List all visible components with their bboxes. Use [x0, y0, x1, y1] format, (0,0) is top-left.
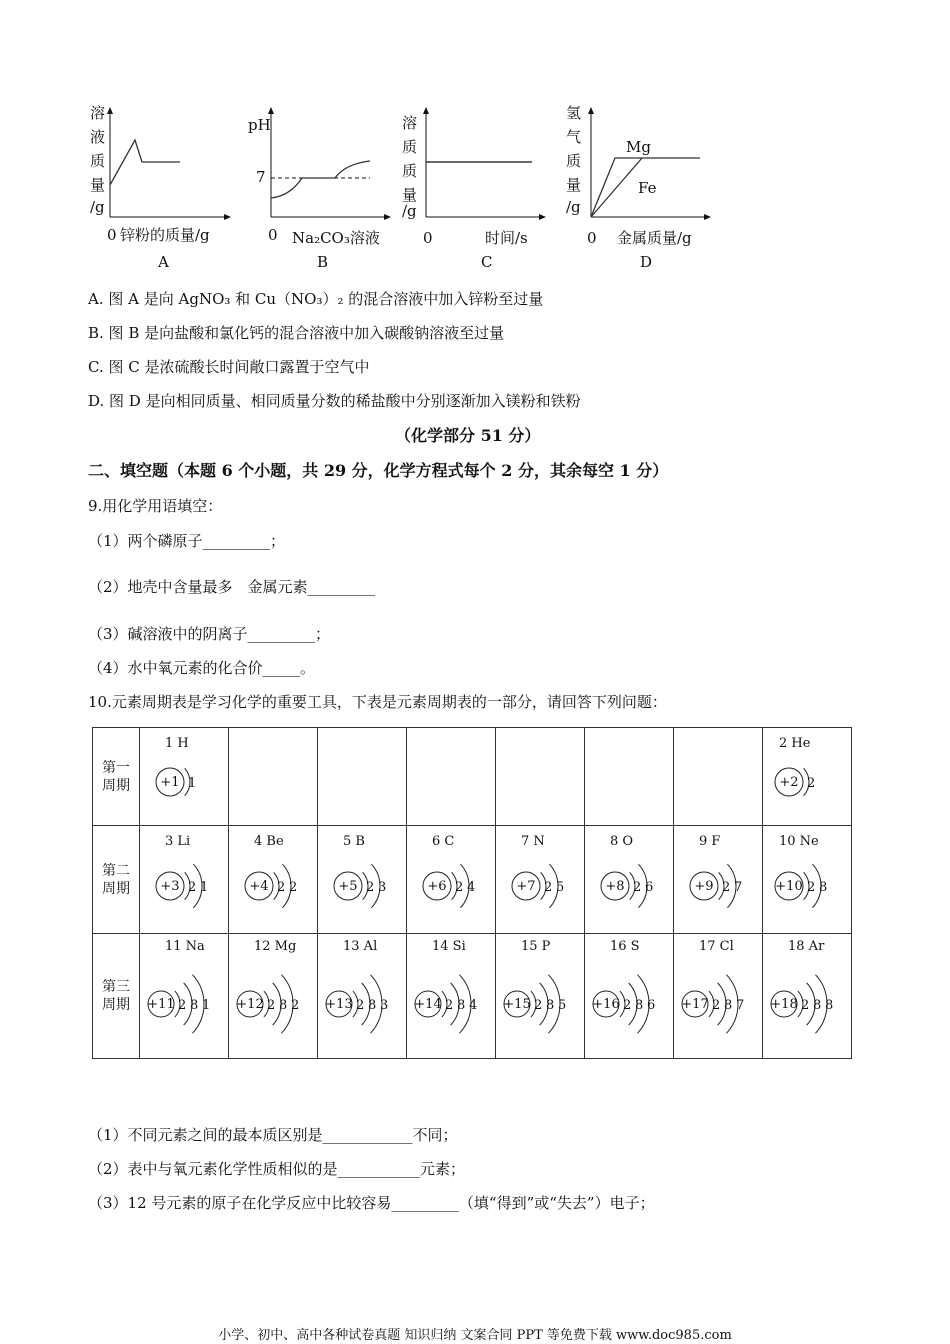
period-label [93, 728, 140, 826]
svg-text:量: 量 [402, 186, 418, 204]
svg-text:Fe: Fe [638, 179, 657, 197]
shell-electron-count: 4 [469, 998, 478, 1013]
shell-electron-count: 8 [368, 998, 377, 1013]
shell-electron-count: 2 [712, 998, 721, 1013]
caption-d: D [640, 253, 653, 271]
nuclear-charge: +17 [681, 997, 709, 1012]
element-cell [763, 826, 852, 934]
element-symbol: 14 Si [432, 939, 466, 954]
nuclear-charge: +11 [147, 997, 175, 1012]
svg-text:时间/s: 时间/s [485, 229, 528, 247]
empty-cell [585, 728, 674, 826]
empty-cell [496, 728, 585, 826]
shell-electron-count: 2 [807, 880, 816, 895]
svg-text:金属质量/g: 金属质量/g [617, 229, 692, 247]
shell-electron-count: 2 [366, 880, 375, 895]
option-b: B. 图 B 是向盐酸和氯化钙的混合溶液中加入碳酸钠溶液至过量 [88, 324, 505, 342]
element-cell [407, 826, 496, 934]
shell-electron-count: 2 [455, 880, 464, 895]
empty-cell [674, 728, 763, 826]
option-d: D. 图 D 是向相同质量、相同质量分数的稀盐酸中分别逐渐加入镁粉和铁粉 [88, 392, 581, 410]
shell-electron-count: 3 [380, 998, 389, 1013]
shell-electron-count: 2 [623, 998, 632, 1013]
element-cell [585, 934, 674, 1059]
graphs [80, 100, 730, 275]
nuclear-charge: +14 [414, 997, 442, 1012]
svg-text:pH: pH [248, 116, 271, 134]
caption-a: A [158, 253, 169, 271]
caption-c: C [481, 253, 493, 271]
graph-b [248, 108, 390, 247]
nuclear-charge: +16 [592, 997, 620, 1012]
shell-electron-count: 7 [736, 998, 745, 1013]
element-cell [318, 934, 407, 1059]
element-symbol: 8 O [610, 834, 634, 849]
shell-electron-count: 8 [813, 998, 822, 1013]
svg-text:气: 气 [566, 128, 582, 146]
q9-item-1: （1）两个磷原子_________； [88, 532, 286, 550]
nuclear-charge: +3 [160, 879, 180, 894]
shell-electron-count: 2 [289, 880, 298, 895]
svg-text:质: 质 [402, 162, 418, 180]
svg-text:液: 液 [90, 128, 106, 146]
atom-structure-diagram [318, 934, 406, 1058]
atom-structure-diagram [140, 934, 228, 1058]
svg-text:Mg: Mg [626, 138, 651, 156]
shell-electron-count: 5 [556, 880, 565, 895]
shell-electron-count: 2 [807, 776, 816, 791]
atom-structure-diagram [229, 826, 317, 933]
atom-structure-diagram [763, 728, 851, 825]
nuclear-charge: +5 [338, 879, 358, 894]
nuclear-charge: +15 [503, 997, 531, 1012]
footer: 小学、初中、高中各种试卷真题 知识归纳 文案合同 PPT 等免费下载 www.doc985.com [218, 1328, 732, 1343]
graph-d [566, 104, 710, 247]
shell-electron-count: 6 [645, 880, 654, 895]
element-symbol: 3 Li [165, 834, 191, 849]
q9-item-4: （4）水中氧元素的化合价_____。 [88, 659, 316, 677]
q9-item-3: （3）碱溶液中的阴离子_________； [88, 625, 331, 643]
element-symbol: 11 Na [165, 939, 205, 954]
shell-electron-count: 2 [267, 998, 276, 1013]
element-symbol: 4 Be [254, 834, 284, 849]
svg-text:质: 质 [90, 152, 106, 170]
nuclear-charge: +12 [236, 997, 264, 1012]
period-row [93, 728, 852, 826]
atom-structure-diagram [140, 826, 228, 933]
period-label-line: 周期 [102, 777, 130, 794]
shell-electron-count: 2 [633, 880, 642, 895]
shell-electron-count: 2 [277, 880, 286, 895]
svg-text:氢: 氢 [566, 104, 582, 122]
q10-item-2: （2）表中与氧元素化学性质相似的是___________元素； [88, 1160, 466, 1178]
period-label-line: 第三 [102, 979, 130, 995]
section-heading: 二、填空题（本题 6 个小题，共 29 分，化学方程式每个 2 分，其余每空 1 分） [88, 461, 669, 480]
atom-structure-diagram [585, 826, 673, 933]
shell-electron-count: 2 [534, 998, 543, 1013]
element-symbol: 10 Ne [779, 834, 819, 849]
element-cell [229, 826, 318, 934]
element-cell [318, 826, 407, 934]
atom-structure-diagram [407, 826, 495, 933]
atom-structure-diagram [585, 934, 673, 1058]
svg-text:0: 0 [423, 229, 433, 247]
element-symbol: 2 He [779, 736, 811, 751]
nuclear-charge: +4 [249, 879, 269, 894]
shell-electron-count: 8 [190, 998, 199, 1013]
svg-text:0: 0 [268, 226, 278, 244]
atom-structure-diagram [496, 934, 584, 1058]
svg-text:Na₂CO₃溶液: Na₂CO₃溶液 [292, 229, 380, 247]
nuclear-charge: +9 [694, 879, 714, 894]
nuclear-charge: +7 [516, 879, 536, 894]
element-cell [496, 826, 585, 934]
period-label [93, 934, 140, 1059]
element-symbol: 5 B [343, 834, 365, 849]
shell-electron-count: 4 [467, 880, 476, 895]
shell-electron-count: 2 [544, 880, 553, 895]
shell-electron-count: 1 [200, 880, 209, 895]
empty-cell [229, 728, 318, 826]
shell-electron-count: 5 [558, 998, 567, 1013]
shell-electron-count: 2 [356, 998, 365, 1013]
atom-structure-diagram [229, 934, 317, 1058]
shell-electron-count: 6 [647, 998, 656, 1013]
element-symbol: 15 P [521, 939, 551, 954]
nuclear-charge: +8 [605, 879, 625, 894]
empty-cell [318, 728, 407, 826]
element-symbol: 12 Mg [254, 939, 297, 954]
atom-structure-diagram [140, 728, 228, 825]
shell-electron-count: 8 [635, 998, 644, 1013]
shell-electron-count: 3 [378, 880, 387, 895]
element-cell [140, 728, 229, 826]
element-symbol: 9 F [699, 834, 721, 849]
shell-electron-count: 8 [279, 998, 288, 1013]
q9-item-2: （2）地壳中含量最多 金属元素_________ [88, 578, 376, 596]
svg-text:溶: 溶 [402, 114, 418, 132]
empty-cell [407, 728, 496, 826]
svg-text:锌粉的质量/g: 锌粉的质量/g [120, 226, 210, 244]
atom-structure-diagram [674, 826, 762, 933]
shell-electron-count: 2 [445, 998, 454, 1013]
element-cell [674, 934, 763, 1059]
svg-text:质: 质 [566, 152, 582, 170]
period-label-line: 第一 [102, 759, 130, 776]
element-symbol: 13 Al [343, 939, 378, 954]
atom-structure-diagram [496, 826, 584, 933]
shell-electron-count: 8 [546, 998, 555, 1013]
shell-electron-count: 2 [188, 880, 197, 895]
shell-electron-count: 2 [722, 880, 731, 895]
element-symbol: 18 Ar [788, 939, 825, 954]
section-title: （化学部分 51 分） [395, 426, 541, 445]
element-symbol: 1 H [165, 736, 189, 751]
element-cell [496, 934, 585, 1059]
svg-text:0: 0 [587, 229, 597, 247]
q9-title: 9.用化学用语填空： [88, 497, 223, 515]
svg-text:/g: /g [90, 198, 105, 216]
svg-text:质: 质 [402, 138, 418, 156]
option-a: A. 图 A 是向 AgNO₃ 和 Cu（NO₃）₂ 的混合溶液中加入锌粉至过量 [88, 290, 544, 308]
shell-electron-count: 8 [457, 998, 466, 1013]
atom-structure-diagram [318, 826, 406, 933]
shell-electron-count: 7 [734, 880, 743, 895]
q10-item-1: （1）不同元素之间的最本质区别是____________不同； [88, 1126, 458, 1144]
q10-title: 10.元素周期表是学习化学的重要工具，下表是元素周期表的一部分，请回答下列问题： [88, 693, 667, 711]
shell-electron-count: 2 [178, 998, 187, 1013]
element-cell [407, 934, 496, 1059]
q10-item-3: （3）12 号元素的原子在化学反应中比较容易_________（填“得到”或“失去”）电子； [88, 1194, 655, 1212]
element-cell [763, 934, 852, 1059]
nuclear-charge: +10 [775, 879, 803, 894]
shell-electron-count: 2 [801, 998, 810, 1013]
svg-text:/g: /g [402, 202, 417, 220]
shell-electron-count: 1 [188, 776, 197, 791]
caption-b: B [317, 253, 329, 271]
shell-electron-count: 8 [819, 880, 828, 895]
element-symbol: 6 C [432, 834, 455, 849]
element-cell [674, 826, 763, 934]
period-row [93, 934, 852, 1059]
svg-text:量: 量 [90, 176, 106, 194]
nuclear-charge: +13 [325, 997, 353, 1012]
atom-structure-diagram [674, 934, 762, 1058]
svg-text:量: 量 [566, 176, 582, 194]
element-symbol: 17 Cl [699, 939, 734, 954]
graph-c [402, 108, 545, 247]
shell-electron-count: 8 [825, 998, 834, 1013]
element-cell [140, 826, 229, 934]
period-label [93, 826, 140, 934]
atom-structure-diagram [407, 934, 495, 1058]
atom-structure-diagram [763, 934, 851, 1058]
element-cell [585, 826, 674, 934]
svg-text:溶: 溶 [90, 104, 106, 122]
shell-electron-count: 1 [202, 998, 211, 1013]
element-cell [140, 934, 229, 1059]
periodic-table [92, 727, 852, 1059]
svg-text:/g: /g [566, 198, 581, 216]
graph-a [90, 104, 230, 244]
nuclear-charge: +2 [779, 775, 799, 790]
element-symbol: 16 S [610, 939, 640, 954]
nuclear-charge: +18 [770, 997, 798, 1012]
option-c: C. 图 C 是浓硫酸长时间敞口露置于空气中 [88, 358, 370, 376]
shell-electron-count: 8 [724, 998, 733, 1013]
nuclear-charge: +1 [160, 775, 180, 790]
shell-electron-count: 2 [291, 998, 300, 1013]
svg-text:7: 7 [256, 168, 266, 186]
element-symbol: 7 N [521, 834, 545, 849]
period-label-line: 周期 [102, 880, 130, 897]
atom-structure-diagram [763, 826, 851, 933]
svg-text:0: 0 [107, 226, 117, 244]
nuclear-charge: +6 [427, 879, 447, 894]
period-label-line: 周期 [102, 997, 130, 1013]
element-cell [763, 728, 852, 826]
period-label-line: 第二 [102, 862, 130, 879]
period-row [93, 826, 852, 934]
element-cell [229, 934, 318, 1059]
